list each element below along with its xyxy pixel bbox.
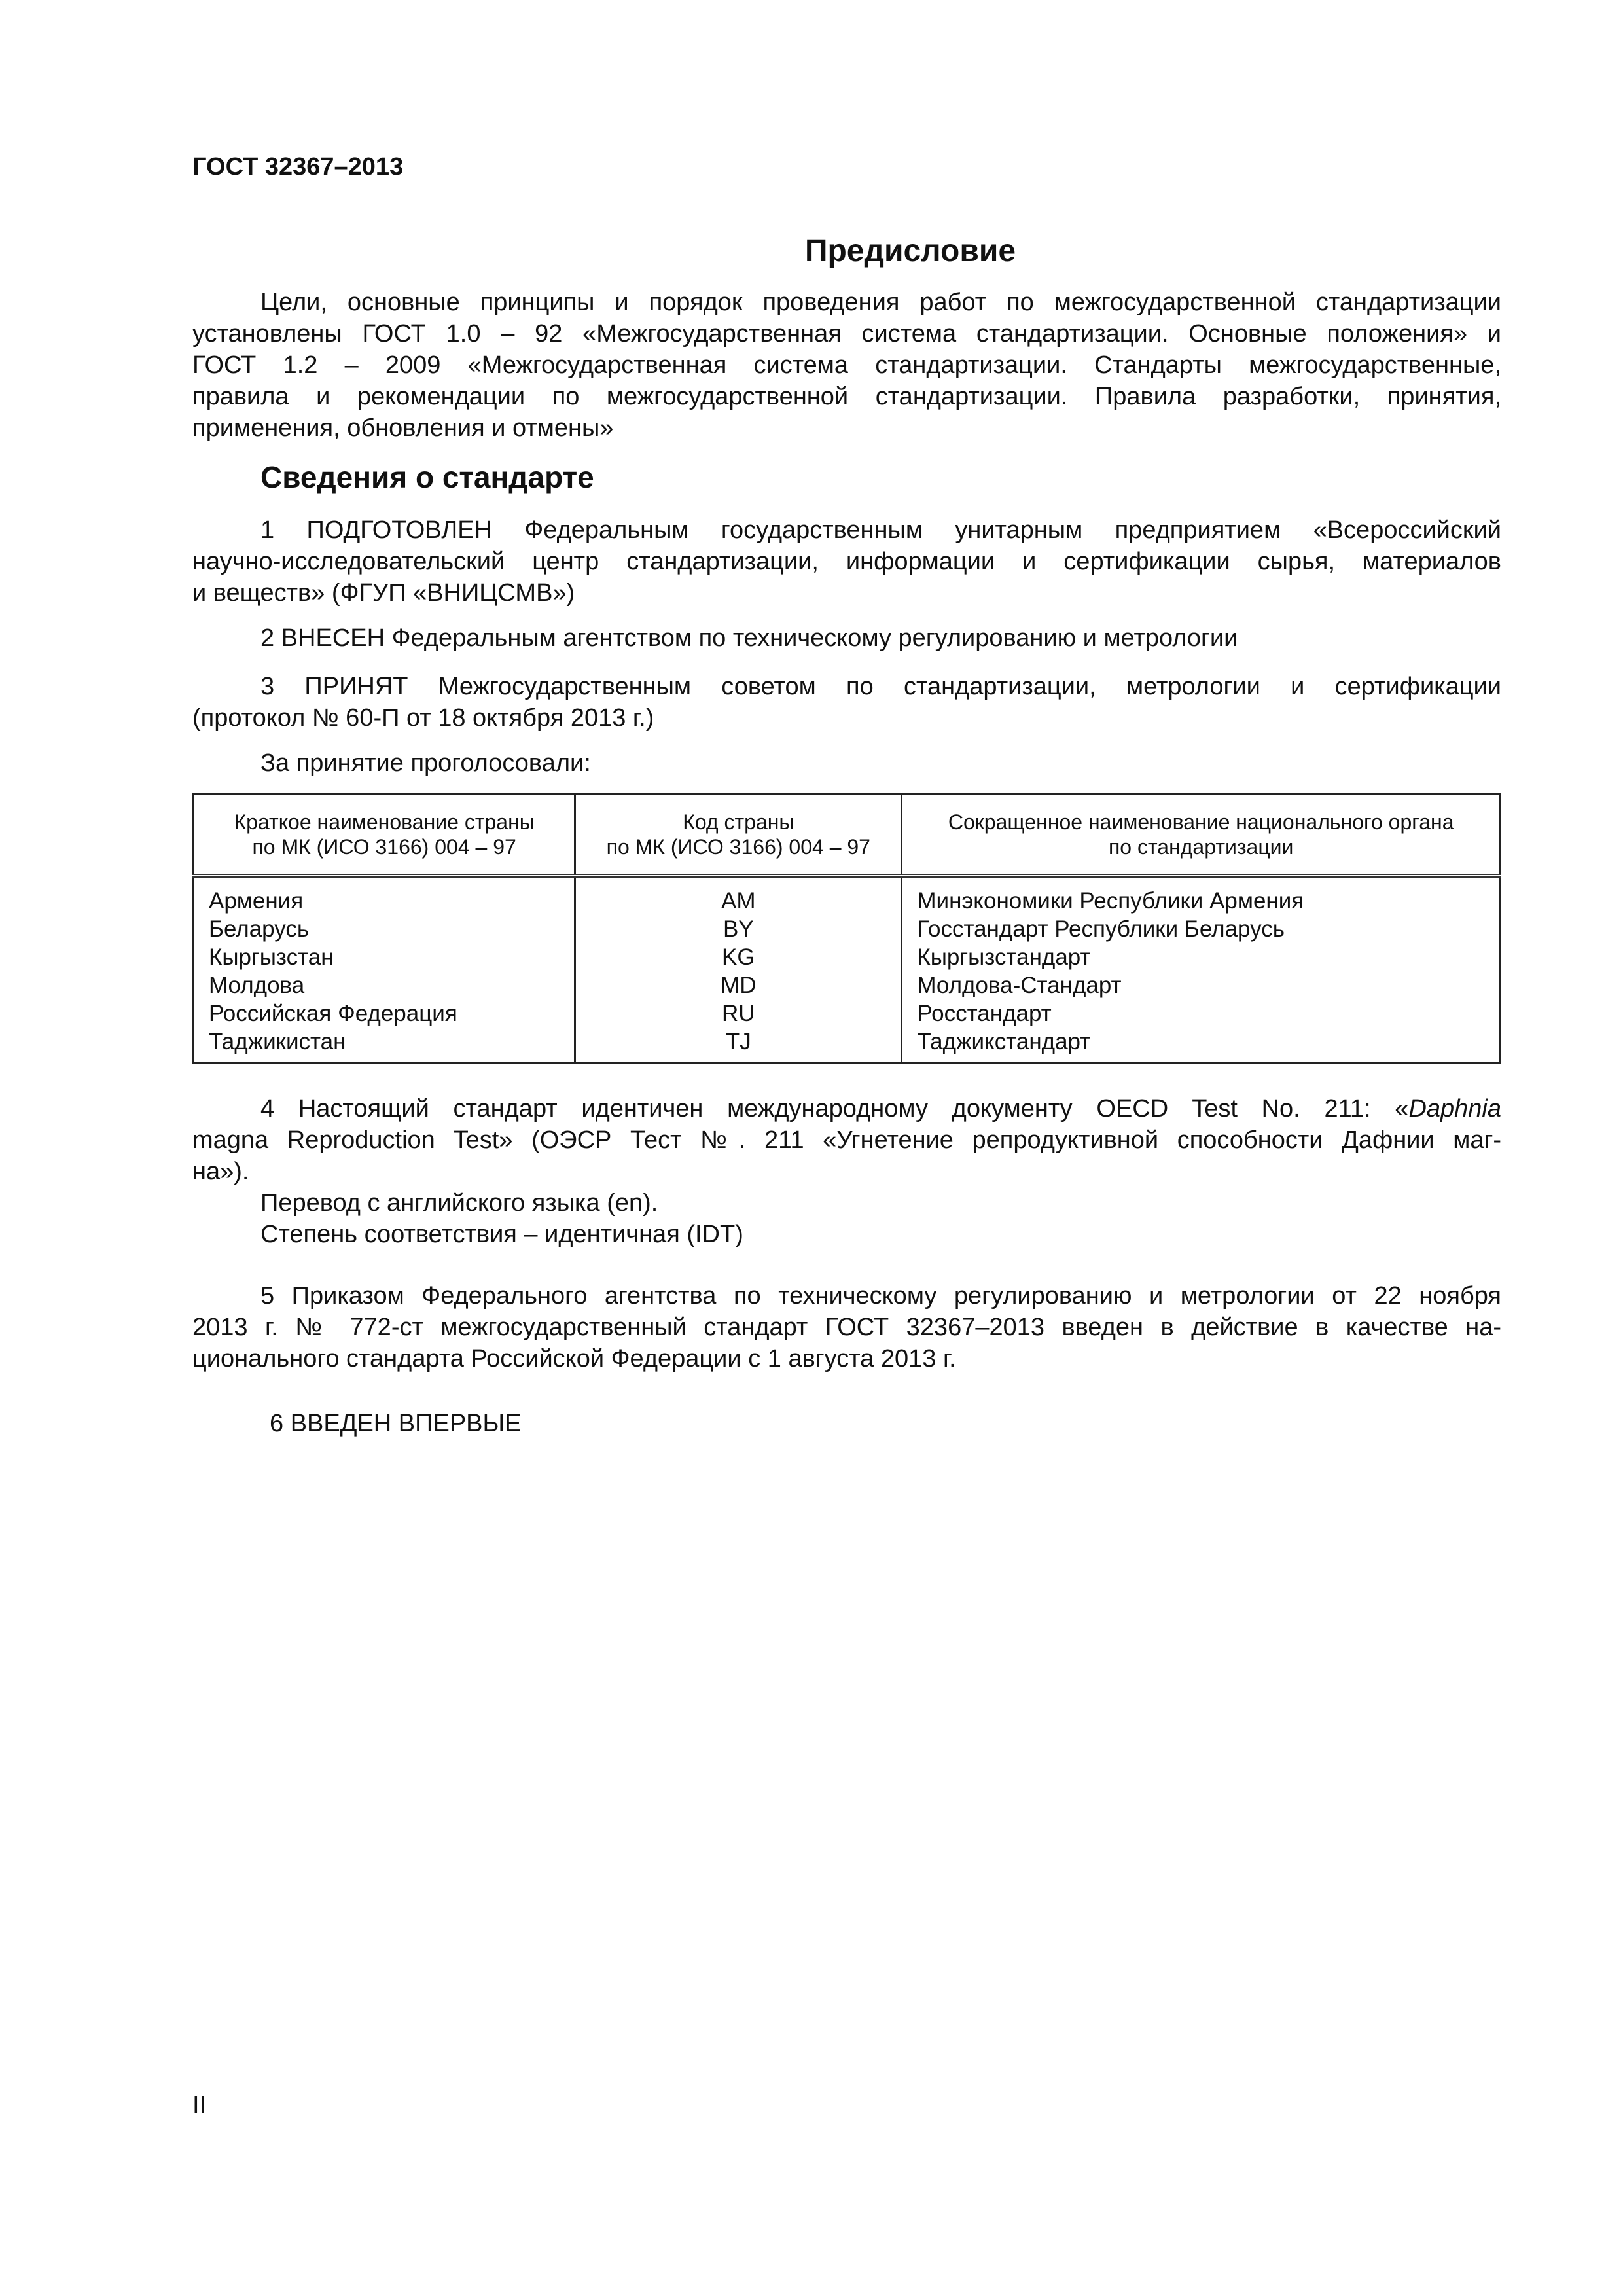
header-country-code [575,795,902,876]
item-4-line1-italic: Daphnia [1408,1095,1501,1122]
voted-label: За принятие проголосовали: [260,749,591,777]
preface-line: установлены ГОСТ 1.0 – 92 «Межгосударственная система стандартизации. Основные положения» и [192,320,1501,348]
code-cell: KG [575,943,902,971]
national-body-cell: Минэкономики Республики Армения [917,888,1304,914]
table-row [194,1028,1501,1064]
preface-title: Предисловие [804,234,1016,268]
item-3-line: (протокол № 60-П от 18 октября 2013 г.) [192,704,654,732]
national-body-cell: Молдова-Стандарт [917,973,1122,998]
header-country-code-line2: по МК (ИСО 3166) 004 – 97 [606,835,870,859]
national-body-cell: Росстандарт [917,1001,1052,1026]
table-row [194,876,1501,915]
item-5-line: 5 Приказом Федерального агентства по техническому регулированию и метрологии от 22 ноября [260,1282,1501,1310]
item-4-identity [192,1093,1501,1250]
table-row [194,943,1501,971]
preface-paragraph [192,287,1501,444]
preface-line: Цели, основные принципы и порядок проведения работ по межгосударственной стандартизации [260,289,1501,316]
country-cell: Молдова [194,971,575,999]
code-cell: MD [575,971,902,999]
document-id-header: ГОСТ 32367–2013 [192,153,404,181]
item-6-first-introduced: 6 ВВЕДЕН ВПЕРВЫЕ [270,1410,522,1437]
item-1-line: научно-исследовательский центр стандартизации, информации и сертификации сырья, материалов [192,548,1501,575]
country-cell: Таджикистан [194,1028,575,1064]
preface-line: применения, обновления и отмены» [192,414,614,442]
national-body-cell: Таджикстандарт [917,1029,1091,1054]
code-cell: BY [575,915,902,943]
table-row [194,971,1501,999]
table-row [194,999,1501,1028]
code-cell: TJ [575,1028,902,1064]
voting-countries-table [192,793,1501,1064]
item-4-line: на»). [192,1158,249,1185]
translation-note: Перевод с английского языка (en). [260,1189,658,1217]
item-4-line1-prefix: 4 Настоящий стандарт идентичен международному документу OECD Test No. 211: « [260,1095,1409,1122]
header-country-code-line1: Код страны [683,810,794,834]
item-2-submitted: 2 ВНЕСЕН Федеральным агентством по техническому регулированию и метрологии [260,624,1238,652]
preface-line: ГОСТ 1.2 – 2009 «Межгосударственная система стандартизации. Стандарты межгосударственные, [192,351,1501,379]
header-national-body [902,795,1501,876]
country-cell: Беларусь [194,915,575,943]
table-header-row [194,795,1501,876]
item-4-line: magna Reproduction Test» (ОЭСР Тест №. 211 «Угнетение репродуктивной способности Дафнии маг- [192,1126,1501,1154]
item-3-line: 3 ПРИНЯТ Межгосударственным советом по стандартизации, метрологии и сертификации [260,673,1501,700]
item-3-adopted [192,671,1501,734]
header-country-name-line2: по МК (ИСО 3166) 004 – 97 [252,835,516,859]
national-body-cell: Госстандарт Республики Беларусь [917,916,1285,942]
header-national-body-line2: по стандартизации [1108,835,1294,859]
item-1-line: 1 ПОДГОТОВЛЕН Федеральным государственным унитарным предприятием «Всероссийский [260,516,1501,544]
standard-info-heading: Сведения о стандарте [260,460,594,494]
item-4-line [192,1093,1501,1124]
header-country-name-line1: Краткое наименование страны [234,810,535,834]
country-cell: Российская Федерация [194,999,575,1028]
item-5-line: 2013 г. № 772-ст межгосударственный стандарт ГОСТ 32367–2013 введен в действие в качестве на- [192,1314,1501,1341]
preface-line: правила и рекомендации по межгосударственной стандартизации. Правила разработки, принятия, [192,383,1501,410]
conformity-note: Степень соответствия – идентичная (IDT) [260,1221,743,1248]
national-body-cell: Кыргызстандарт [917,944,1091,970]
header-national-body-line1: Сокращенное наименование национального органа [948,810,1454,834]
item-1-line: и веществ» (ФГУП «ВНИЦСМВ») [192,579,575,607]
item-5-order [192,1280,1501,1374]
item-5-line: ционального стандарта Российской Федерации с 1 августа 2013 г. [192,1345,956,1372]
code-cell: RU [575,999,902,1028]
country-cell: Кыргызстан [194,943,575,971]
item-1-prepared [192,514,1501,609]
page-number: II [192,2092,207,2119]
country-cell: Армения [194,876,575,915]
header-country-name [194,795,575,876]
code-cell: AM [575,876,902,915]
table-row [194,915,1501,943]
